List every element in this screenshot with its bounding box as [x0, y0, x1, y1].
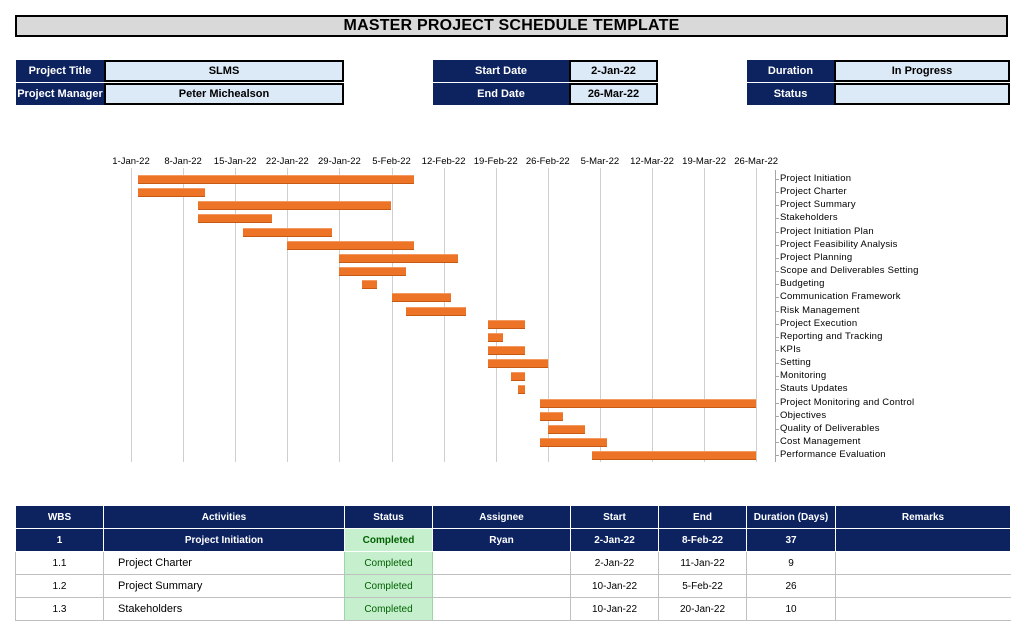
table-row-parent[interactable]	[16, 529, 1011, 552]
cell-status[interactable]: Completed	[345, 575, 433, 598]
cell-activity[interactable]: Project Summary	[104, 575, 345, 598]
page-title: MASTER PROJECT SCHEDULE TEMPLATE	[15, 15, 1008, 37]
header-activities[interactable]: Activities	[104, 506, 345, 529]
task-label: Project Planning	[780, 251, 853, 263]
cell-remarks[interactable]	[836, 575, 1011, 598]
task-label: Stauts Updates	[780, 383, 848, 395]
cell-wbs[interactable]: 1.2	[16, 575, 104, 598]
gridline	[183, 168, 184, 462]
gantt-bar[interactable]	[339, 267, 406, 276]
gantt-bar[interactable]	[287, 241, 414, 250]
y-tick	[775, 179, 779, 180]
schedule-table	[15, 505, 1011, 621]
cell-activity[interactable]: Stakeholders	[104, 598, 345, 621]
table-row[interactable]	[16, 598, 1011, 621]
gridline	[652, 168, 653, 462]
x-tick-label: 26-Feb-22	[525, 156, 570, 167]
header-start[interactable]: Start	[571, 506, 659, 529]
header-assignee[interactable]: Assignee	[433, 506, 571, 529]
gantt-bar[interactable]	[511, 372, 526, 381]
y-tick	[775, 218, 779, 219]
cell-assignee[interactable]	[433, 552, 571, 575]
table-row[interactable]	[16, 575, 1011, 598]
cell-wbs[interactable]: 1	[16, 529, 104, 552]
task-label: Scope and Deliverables Setting	[780, 265, 919, 277]
y-tick	[775, 389, 779, 390]
y-tick	[775, 337, 779, 338]
y-tick	[775, 324, 779, 325]
task-label: Quality of Deliverables	[780, 422, 880, 434]
header-duration[interactable]: Duration (Days)	[747, 506, 836, 529]
status-label: Status	[747, 83, 834, 105]
task-label: Project Charter	[780, 186, 847, 198]
header-wbs[interactable]: WBS	[16, 506, 104, 529]
cell-wbs[interactable]: 1.1	[16, 552, 104, 575]
y-tick	[775, 311, 779, 312]
gridline	[131, 168, 132, 462]
cell-status[interactable]: Completed	[345, 529, 433, 552]
x-tick-label: 12-Feb-22	[421, 156, 466, 167]
y-tick	[775, 258, 779, 259]
y-tick	[775, 403, 779, 404]
y-tick	[775, 297, 779, 298]
x-tick-label: 8-Jan-22	[164, 156, 202, 167]
project-manager-label: Project Manager	[16, 83, 104, 105]
task-label: Performance Evaluation	[780, 449, 886, 461]
cell-status[interactable]: Completed	[345, 598, 433, 621]
x-tick-label: 15-Jan-22	[213, 156, 257, 167]
gridline	[496, 168, 497, 462]
gantt-bar[interactable]	[339, 254, 458, 263]
cell-duration[interactable]: 37	[747, 529, 836, 552]
y-tick	[775, 192, 779, 193]
status-field[interactable]	[834, 83, 1010, 105]
task-label: Communication Framework	[780, 291, 901, 303]
cell-assignee[interactable]	[433, 598, 571, 621]
x-tick-label: 5-Mar-22	[580, 156, 620, 167]
gantt-bar[interactable]	[488, 320, 525, 329]
gridline	[756, 168, 757, 462]
cell-activity[interactable]: Project Initiation	[104, 529, 345, 552]
y-tick	[775, 442, 779, 443]
gantt-bar[interactable]	[362, 280, 377, 289]
y-tick	[775, 376, 779, 377]
cell-activity[interactable]: Project Charter	[104, 552, 345, 575]
y-tick	[775, 284, 779, 285]
x-tick-label: 19-Mar-22	[682, 156, 727, 167]
gantt-bar[interactable]	[138, 188, 205, 197]
cell-duration[interactable]: 10	[747, 598, 836, 621]
project-manager-field[interactable]: Peter Michealson	[104, 83, 344, 105]
task-label: Monitoring	[780, 370, 827, 382]
cell-end[interactable]: 20-Jan-22	[659, 598, 747, 621]
cell-start[interactable]: 10-Jan-22	[571, 598, 659, 621]
cell-duration[interactable]: 9	[747, 552, 836, 575]
gantt-bar[interactable]	[548, 425, 585, 434]
y-tick	[775, 271, 779, 272]
cell-end[interactable]: 11-Jan-22	[659, 552, 747, 575]
gantt-bar[interactable]	[138, 175, 413, 184]
cell-remarks[interactable]	[836, 598, 1011, 621]
gantt-bar[interactable]	[540, 399, 756, 408]
end-date-label: End Date	[433, 83, 569, 105]
gantt-bar[interactable]	[406, 307, 466, 316]
y-tick	[775, 350, 779, 351]
gantt-bar[interactable]	[198, 201, 392, 210]
gridline	[600, 168, 601, 462]
gantt-bar[interactable]	[198, 214, 272, 223]
task-label: Stakeholders	[780, 212, 838, 224]
gantt-bar[interactable]	[518, 385, 525, 394]
cell-status[interactable]: Completed	[345, 552, 433, 575]
cell-remarks[interactable]	[836, 529, 1011, 552]
y-tick	[775, 363, 779, 364]
cell-start[interactable]: 10-Jan-22	[571, 575, 659, 598]
x-tick-label: 5-Feb-22	[372, 156, 411, 167]
cell-duration[interactable]: 26	[747, 575, 836, 598]
start-date-label: Start Date	[433, 60, 569, 82]
cell-start[interactable]: 2-Jan-22	[571, 552, 659, 575]
gridline	[704, 168, 705, 462]
gantt-bar[interactable]	[488, 346, 525, 355]
cell-assignee[interactable]	[433, 575, 571, 598]
gantt-bar[interactable]	[592, 451, 756, 460]
task-label: KPIs	[780, 343, 801, 355]
cell-end[interactable]: 5-Feb-22	[659, 575, 747, 598]
gridline	[287, 168, 288, 462]
task-label: Budgeting	[780, 278, 825, 290]
task-label: Risk Management	[780, 304, 860, 316]
y-tick	[775, 416, 779, 417]
gantt-bar[interactable]	[488, 333, 503, 342]
header-status[interactable]: Status	[345, 506, 433, 529]
x-tick-label: 19-Feb-22	[473, 156, 518, 167]
gantt-bar[interactable]	[540, 438, 607, 447]
header-end[interactable]: End	[659, 506, 747, 529]
gantt-bar[interactable]	[243, 228, 332, 237]
y-axis-line	[775, 170, 776, 462]
y-tick	[775, 205, 779, 206]
x-tick-label: 26-Mar-22	[734, 156, 779, 167]
y-tick	[775, 455, 779, 456]
cell-wbs[interactable]: 1.3	[16, 598, 104, 621]
table-row[interactable]	[16, 552, 1011, 575]
gridline	[339, 168, 340, 462]
task-label: Reporting and Tracking	[780, 330, 883, 342]
task-label: Project Execution	[780, 317, 858, 329]
cell-end[interactable]: 8-Feb-22	[659, 529, 747, 552]
table-header-row	[16, 506, 1011, 529]
x-tick-label: 29-Jan-22	[318, 156, 361, 167]
gantt-bar[interactable]	[540, 412, 562, 421]
task-label: Project Summary	[780, 199, 856, 211]
x-tick-label: 22-Jan-22	[265, 156, 309, 167]
task-label: Cost Management	[780, 436, 861, 447]
task-label: Project Initiation	[780, 173, 852, 184]
task-label: Project Feasibility Analysis	[780, 238, 898, 250]
duration-label: Duration	[747, 60, 834, 82]
project-title-field[interactable]: SLMS	[104, 60, 344, 82]
y-tick	[775, 232, 779, 233]
task-label: Project Initiation Plan	[780, 225, 874, 237]
x-tick-label: 12-Mar-22	[630, 156, 674, 167]
cell-start[interactable]: 2-Jan-22	[571, 529, 659, 552]
end-date-field[interactable]: 26-Mar-22	[569, 83, 658, 105]
task-label: Objectives	[780, 409, 827, 421]
cell-assignee[interactable]: Ryan	[433, 529, 571, 552]
duration-field[interactable]: In Progress	[834, 60, 1010, 82]
y-tick	[775, 429, 779, 430]
task-label: Setting	[780, 357, 811, 369]
gantt-bar[interactable]	[392, 293, 452, 302]
header-remarks[interactable]: Remarks	[836, 506, 1011, 529]
gridline	[235, 168, 236, 462]
y-tick	[775, 245, 779, 246]
gantt-bar[interactable]	[488, 359, 548, 368]
start-date-field[interactable]: 2-Jan-22	[569, 60, 658, 82]
x-tick-label: 1-Jan-22	[112, 156, 150, 167]
project-title-label: Project Title	[16, 60, 104, 82]
task-label: Project Monitoring and Control	[780, 396, 915, 408]
cell-remarks[interactable]	[836, 552, 1011, 575]
gridline	[392, 168, 393, 462]
